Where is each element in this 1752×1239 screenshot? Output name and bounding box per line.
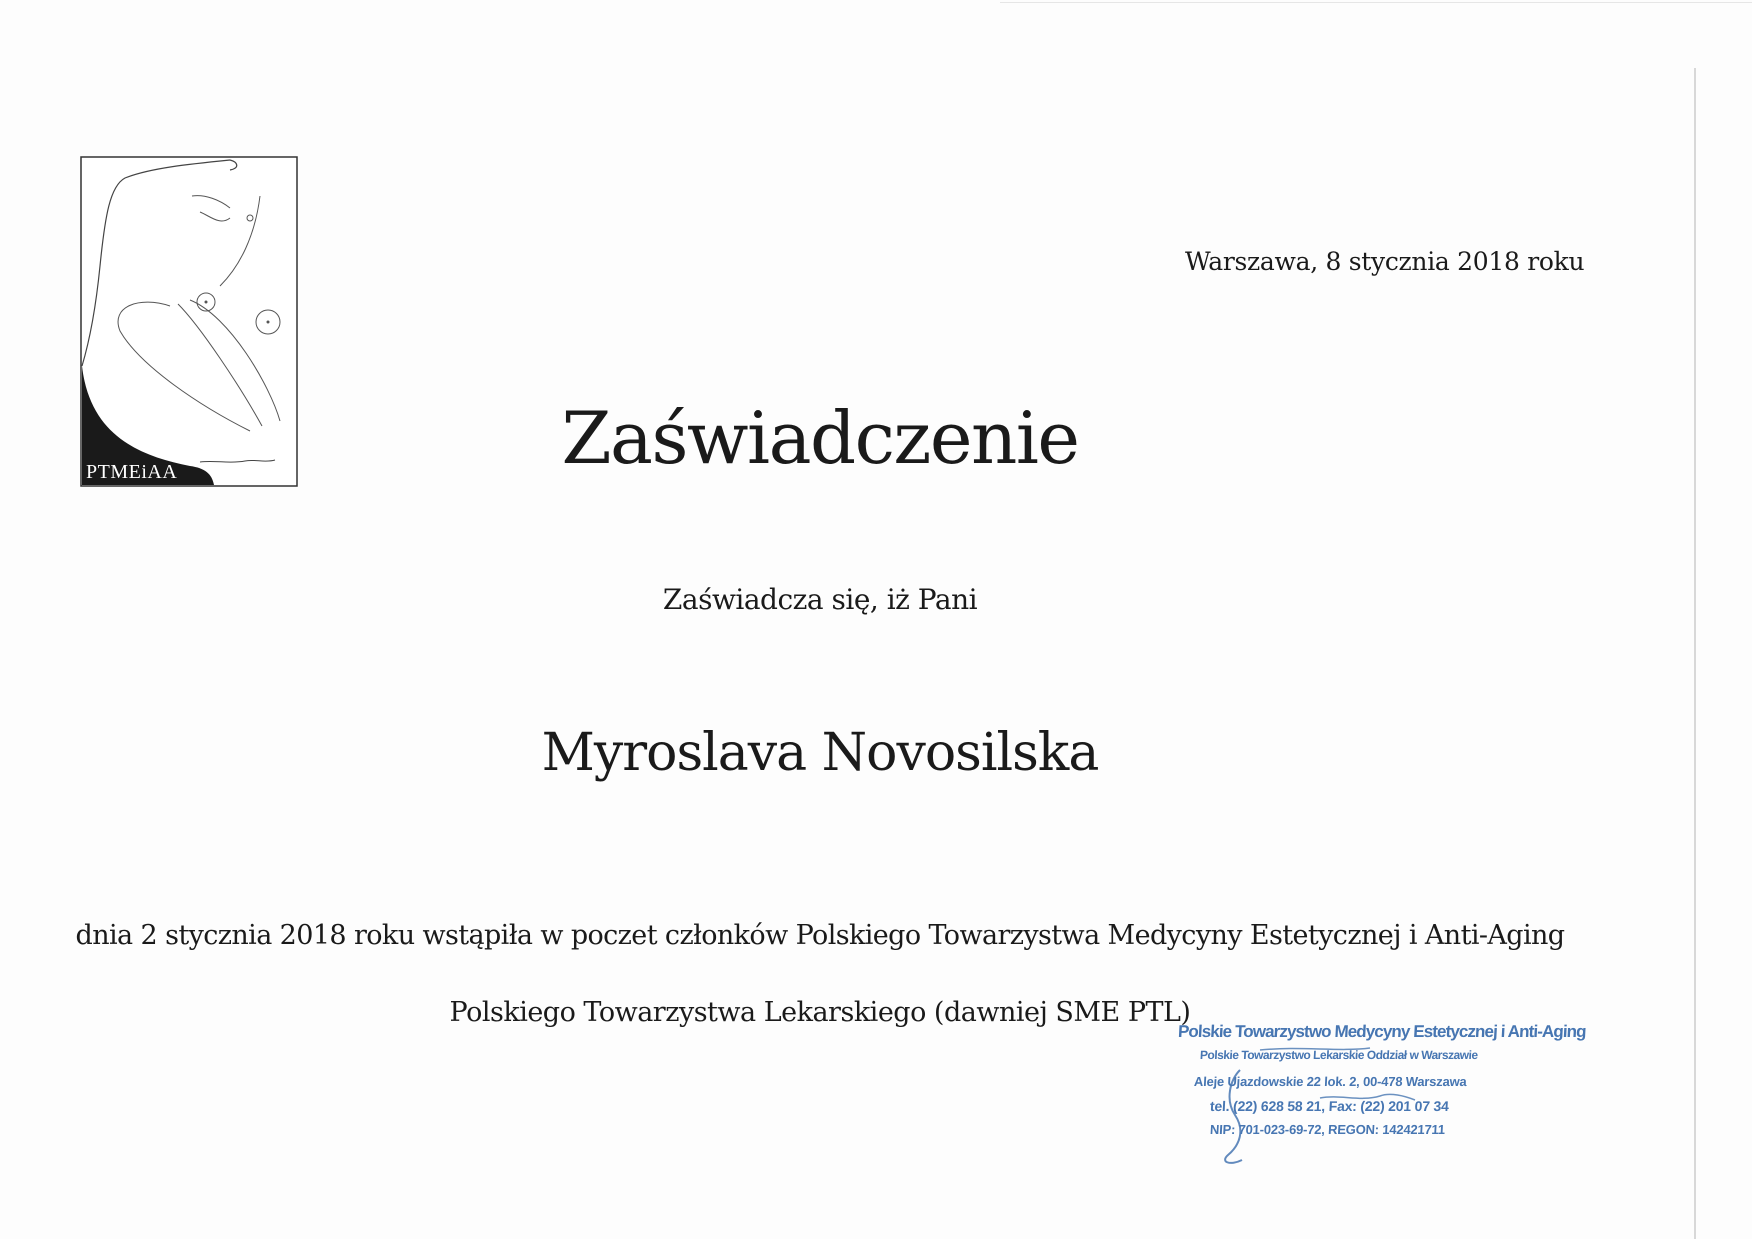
- document-date: Warszawa, 8 stycznia 2018 roku: [1185, 247, 1585, 276]
- recipient-name: Myroslava Novosilska: [541, 723, 1099, 783]
- document-title: Zaświadczenie: [561, 396, 1079, 480]
- scan-edge-top: [1000, 2, 1752, 3]
- stamp-line-2: Polskie Towarzystwo Lekarskie Oddział w Warszawie: [1199, 1048, 1478, 1062]
- stamp-line-1: Polskie Towarzystwo Medycyny Estetycznej i Anti-Aging: [1177, 1022, 1587, 1041]
- certificate-body-line-1: dnia 2 stycznia 2018 roku wstąpiła w poczet członków Polskiego Towarzystwa Medycyny Estetycznej i Anti-Aging: [75, 920, 1565, 951]
- stamp-line-5: NIP: 701-023-69-72, REGON: 142421711: [1209, 1122, 1446, 1137]
- certificate-body-line-2: Polskiego Towarzystwa Lekarskiego (dawniej SME PTL): [449, 997, 1191, 1028]
- stamp-line-3: Aleje Ujazdowskie 22 lok. 2, 00-478 Warszawa: [1193, 1074, 1467, 1089]
- stamp-line-4: tel. (22) 628 58 21, Fax: (22) 201 07 34: [1209, 1098, 1450, 1114]
- scan-edge-right: [1694, 68, 1696, 1239]
- organization-stamp: [1170, 1020, 1587, 1170]
- signature-mark: [1170, 1020, 1510, 1170]
- logo-text: PTMEiAA: [86, 461, 178, 483]
- certificate-intro: Zaświadcza się, iż Pani: [662, 583, 978, 616]
